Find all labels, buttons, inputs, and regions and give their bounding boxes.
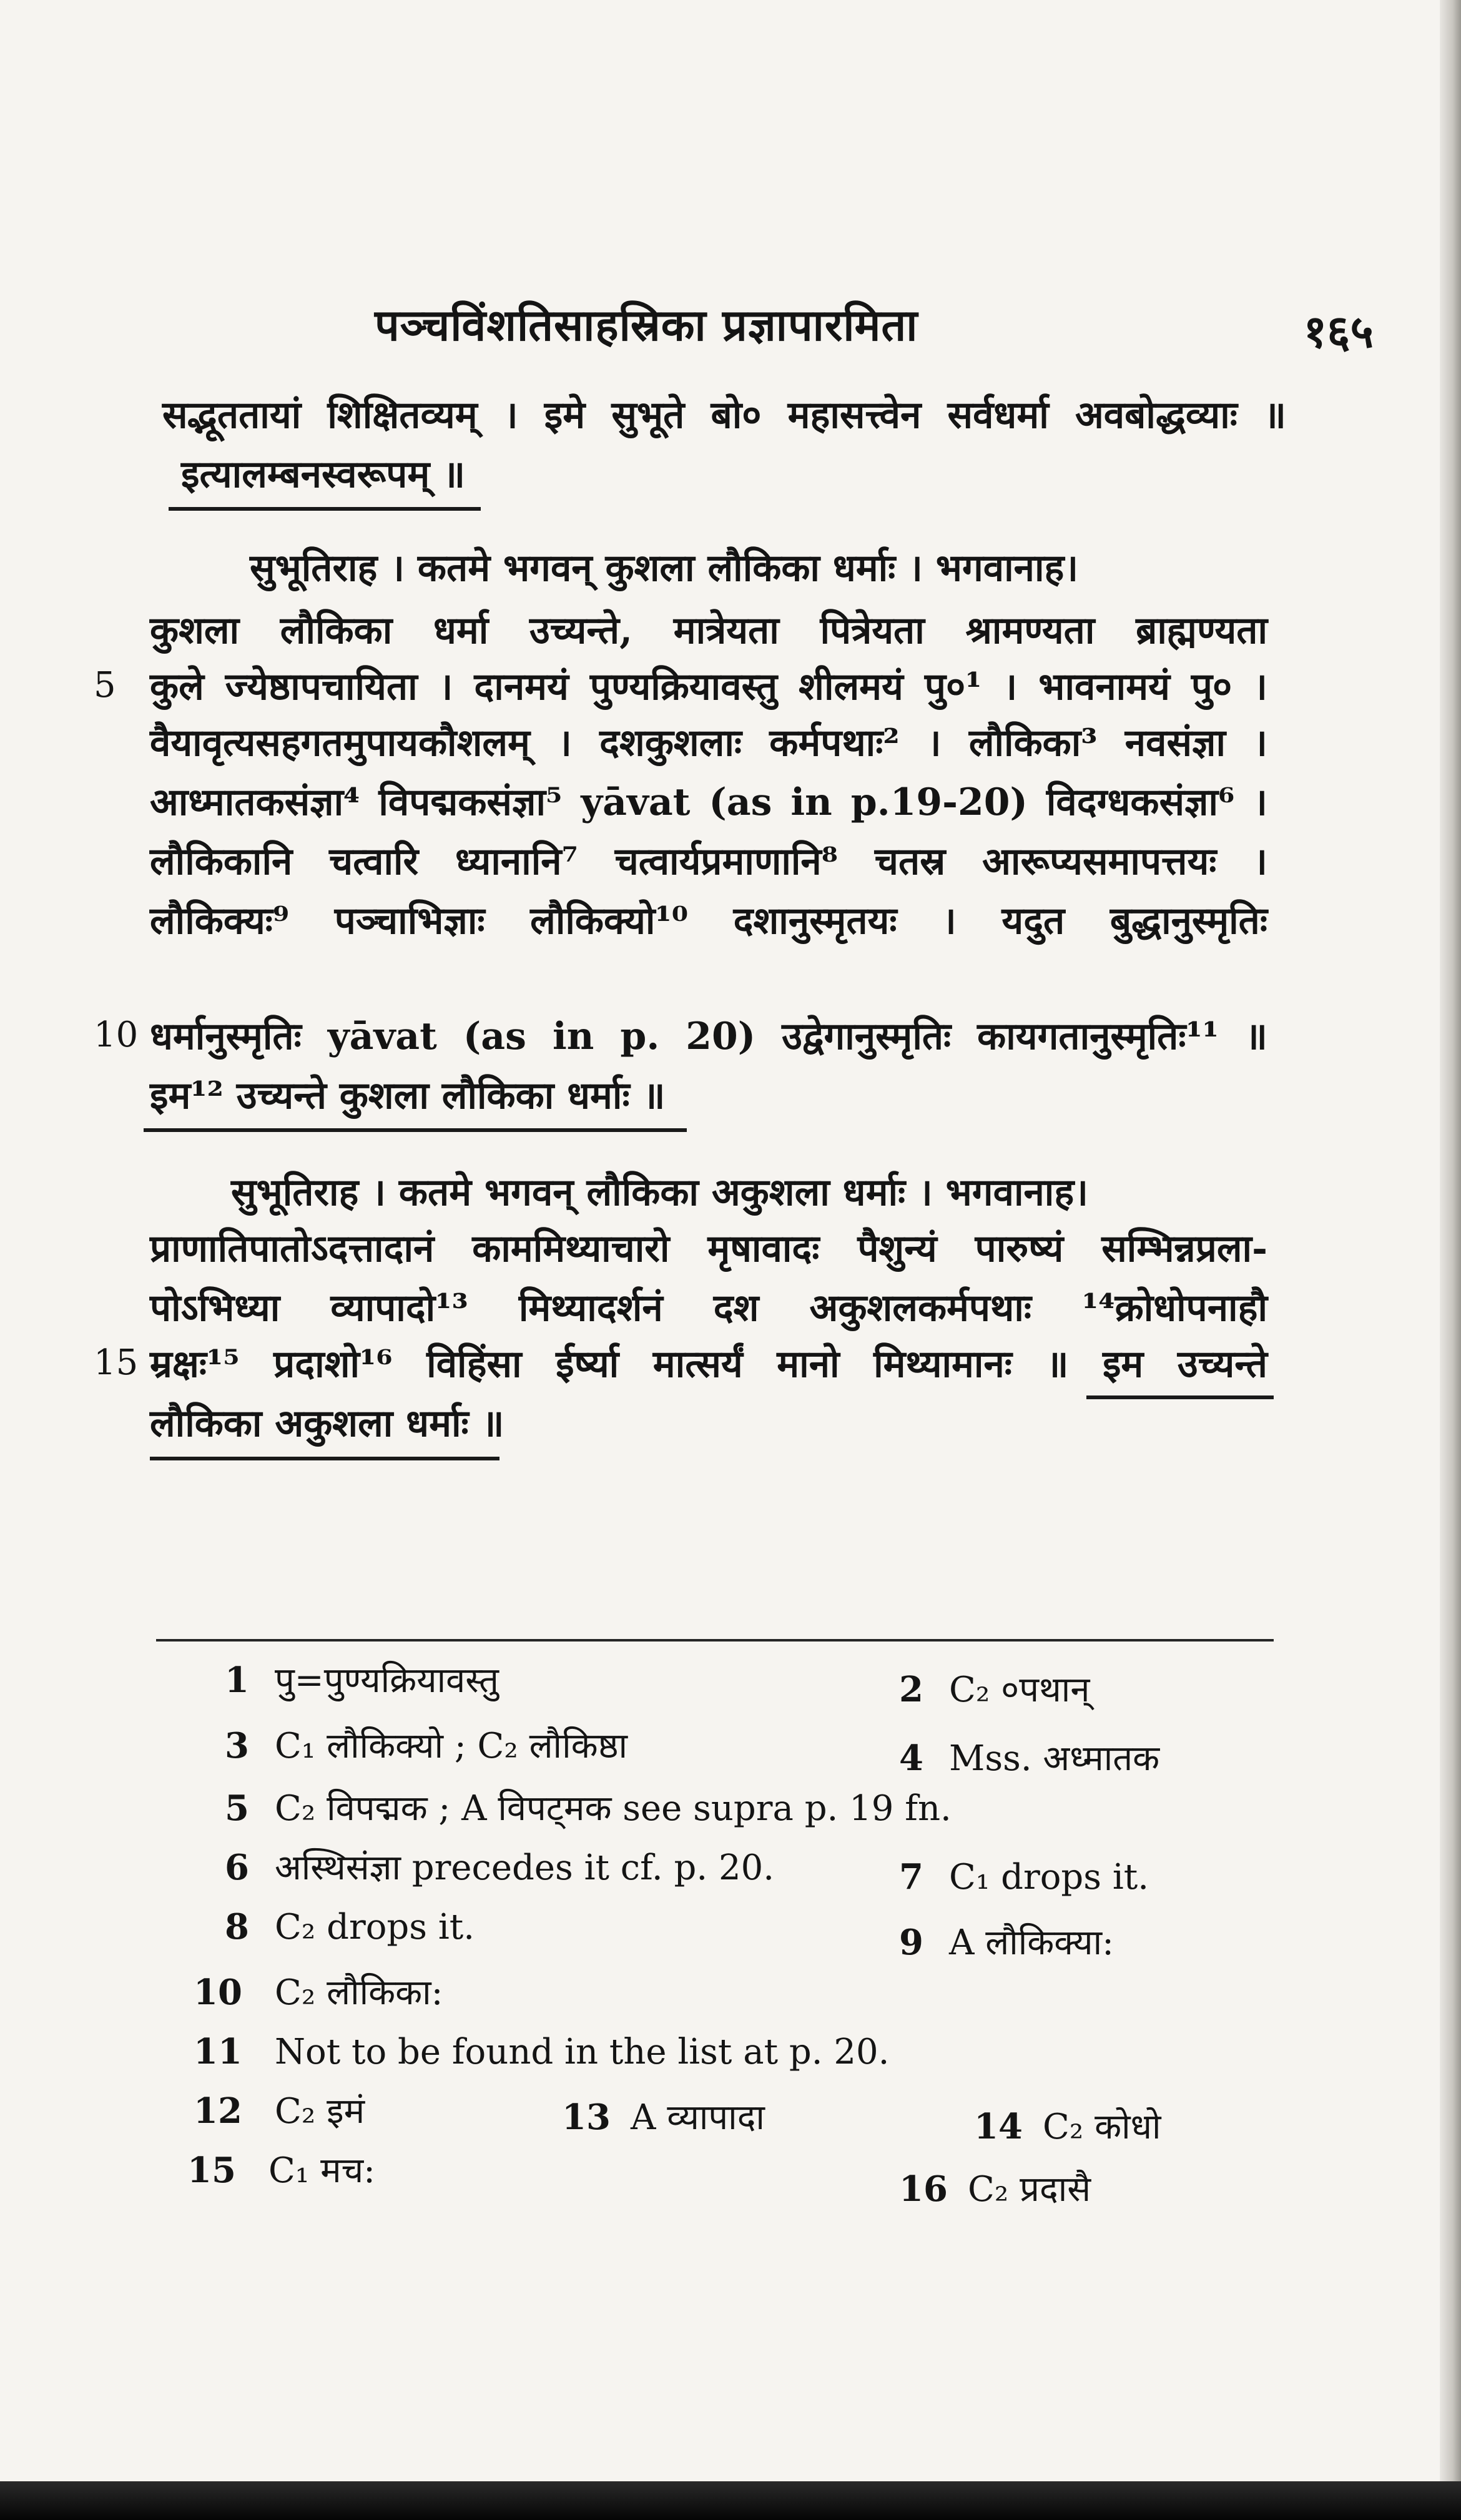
text-line: कुले ज्येष्ठापचायिता । दानमयं पुण्यक्रियावस्तु शीलमयं पु०¹ । भावनामयं पु० । [150, 665, 1267, 709]
footnote: 5 C₂ विपद्मक ; A विपट्मक see supra p. 19 fn. [225, 1788, 952, 1829]
page-edge [1440, 0, 1461, 2520]
footnote: 10 C₂ लौकिका: [194, 1972, 443, 2013]
footnote: 2 C₂ ०पथान् [899, 1669, 1090, 1710]
section-rule [1086, 1395, 1274, 1399]
running-head [187, 293, 1424, 362]
text-line: लौकिका अकुशला धर्माः ॥ [150, 1402, 504, 1445]
page-number: १६५ [1303, 305, 1374, 358]
text-line: आध्मातकसंज्ञा⁴ विपद्मकसंज्ञा⁵ yāvat (as in p.19-20) विदग्धकसंज्ञा⁶ । [150, 780, 1267, 824]
footnote: 8 C₂ drops it. [225, 1906, 475, 1947]
text-line: सद्भूततायां शिक्षितव्यम् । इमे सुभूते बो० महासत्त्वेन सर्वधर्मा अवबोद्धव्याः ॥ [162, 393, 1286, 437]
text-line: सुभूतिराह । कतमे भगवन् लौकिका अकुशला धर्माः । भगवानाह। [231, 1171, 1088, 1214]
line-number: 5 [94, 665, 116, 706]
text-line: धर्मानुस्मृतिः yāvat (as in p. 20) उद्वेगानुस्मृतिः कायगतानुस्मृतिः¹¹ ॥ [150, 1015, 1267, 1058]
footnote-separator [156, 1639, 1274, 1641]
text-line: इत्यालम्बनस्वरूपम् ॥ [181, 453, 466, 496]
footnote: 4 Mss. अध्मातक [899, 1738, 1160, 1779]
footnote: 15 C₁ मच: [187, 2150, 376, 2191]
footnote: 1 पु=पुण्यक्रियावस्तु [225, 1660, 499, 1701]
footnote: 6 अस्थिसंज्ञा precedes it cf. p. 20. [225, 1847, 774, 1888]
text-line: प्राणातिपातोऽदत्तादानं काममिथ्याचारो मृषावादः पैशुन्यं पारुष्यं सम्भिन्नप्रला- [150, 1227, 1267, 1271]
text-line: सुभूतिराह । कतमे भगवन् कुशला लौकिका धर्माः । भगवानाह। [250, 546, 1079, 590]
footnote: 13 A व्यापादा [562, 2097, 765, 2138]
text-line: म्रक्षः¹⁵ प्रदाशो¹⁶ विहिंसा ईर्ष्या मात्सर्यं मानो मिथ्यामानः ॥ इम उच्यन्ते [150, 1342, 1267, 1386]
running-title: पञ्चविंशतिसाहस्रिका प्रज्ञापारमिता [375, 299, 918, 351]
section-rule [150, 1457, 499, 1460]
footnote: 12 C₂ इमं [194, 2090, 365, 2132]
footnote: 14 C₂ कोधो [974, 2106, 1161, 2147]
section-rule [144, 1128, 687, 1132]
footnote: 3 C₁ लौकिक्यो ; C₂ लौकिष्ठा [225, 1725, 628, 1766]
text-line: वैयावृत्यसहगतमुपायकौशलम् । दशकुशलाः कर्मपथाः² । लौकिका³ नवसंज्ञा । [150, 721, 1267, 765]
text-line: लौकिक्यः⁹ पञ्चाभिज्ञाः लौकिक्यो¹⁰ दशानुस्मृतयः । यदुत बुद्धानुस्मृतिः [150, 899, 1267, 943]
text-line: पोऽभिध्या व्यापादो¹³ मिथ्यादर्शनं दश अकुशलकर्मपथाः ¹⁴क्रोधोपनाहौ [150, 1286, 1267, 1330]
scan-border [0, 2481, 1461, 2520]
footnote: 11 Not to be found in the list at p. 20. [194, 2031, 890, 2072]
line-number: 10 [94, 1015, 139, 1055]
text-line: कुशला लौकिका धर्मा उच्यन्ते, मात्रेयता पित्रेयता श्रामण्यता ब्राह्मण्यता [150, 609, 1267, 652]
footnote: 7 C₁ drops it. [899, 1856, 1149, 1897]
footnote: 16 C₂ प्रदासै [899, 2168, 1091, 2210]
footnote: 9 A लौकिक्या: [899, 1922, 1114, 1963]
line-number: 15 [94, 1342, 139, 1383]
text-line: लौकिकानि चत्वारि ध्यानानि⁷ चत्वार्यप्रमाणानि⁸ चतस्र आरूप्यसमापत्तयः । [150, 840, 1267, 883]
text-line: इम¹² उच्यन्ते कुशला लौकिका धर्माः ॥ [150, 1074, 666, 1118]
section-rule [169, 507, 481, 511]
